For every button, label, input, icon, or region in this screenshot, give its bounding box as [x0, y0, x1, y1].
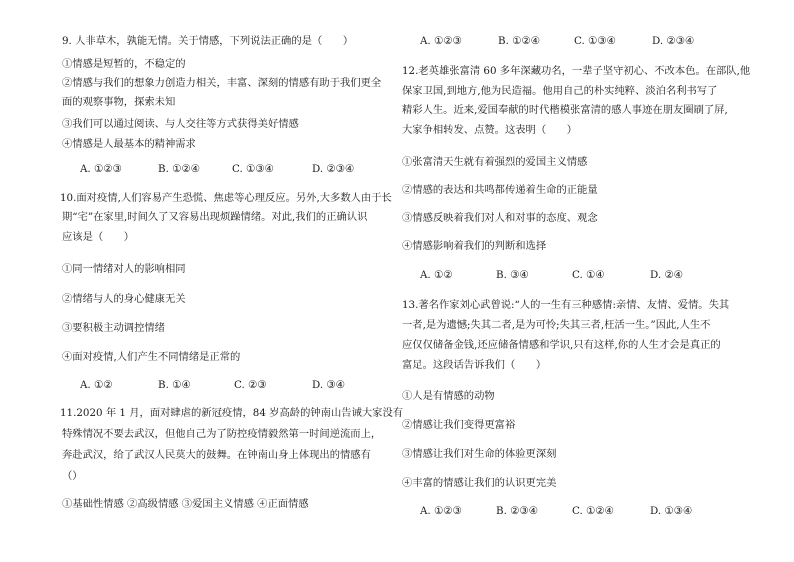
q10-stem-2: 期“宅”在家里,时间久了又容易出现烦躁情绪。对此,我们的正确认识 — [62, 211, 368, 223]
q9-option-c: C. ①③④ — [232, 163, 274, 175]
q13-item-2: ②情感让我们变得更富裕 — [402, 419, 516, 431]
q9-item-1: ①情感是短暂的，不稳定的 — [62, 58, 186, 70]
q13-item-4: ④丰富的情感让我们的认识更完美 — [402, 477, 557, 489]
q9-item-2-cont: 面的观察事物，探索未知 — [62, 96, 176, 108]
q12-stem-4: 大家争相转发、点赞。这表明（ ） — [402, 124, 578, 136]
q10-option-b: B. ①④ — [158, 379, 191, 391]
q13-option-b: B. ②③④ — [496, 505, 538, 517]
q10-item-1: ①同一情绪对人的影响相同 — [62, 263, 186, 275]
q10-option-d: D. ③④ — [312, 379, 345, 391]
q9-option-a: A. ①②③ — [80, 163, 122, 175]
q11-stem-3: 奔赴武汉，给了武汉人民莫大的鼓舞。在钟南山身上体现出的情感有 — [62, 449, 371, 461]
q10-item-4: ④面对疫情,人们产生不同情绪是正常的 — [62, 351, 241, 363]
q11-option-a: A. ①②③ — [420, 35, 462, 47]
q12-option-a: A. ①② — [420, 269, 453, 281]
q12-stem-3: 精彩人生。近来,爱国奉献的时代楷模张富清的感人事迹在朋友圈刷了屏, — [402, 104, 728, 116]
q12-option-c: C. ①④ — [572, 269, 605, 281]
q10-item-2: ②情绪与人的身心健康无关 — [62, 293, 186, 305]
q9-stem: 9. 人非草木，孰能无情。关于情感，下列说法正确的是（ ） — [62, 35, 354, 47]
q12-item-2: ②情感的表达和共鸣都传递着生命的正能量 — [402, 184, 598, 196]
q10-option-a: A. ①② — [80, 379, 113, 391]
q13-option-a: A. ①②③ — [420, 505, 462, 517]
q11-option-d: D. ②③④ — [652, 35, 695, 47]
q9-option-b: B. ①②④ — [158, 163, 200, 175]
q10-stem-1: 10.面对疫情,人们容易产生恐慌、焦虑等心理反应。另外,大多数人由于长 — [60, 192, 392, 204]
q12-option-b: B. ③④ — [496, 269, 529, 281]
q11-stem-2: 特殊情况不要去武汉，但他自己为了防控疫情毅然第一时间逆流而上， — [62, 428, 382, 440]
q11-option-b: B. ①②④ — [498, 35, 540, 47]
q13-stem-1: 13.著名作家刘心武曾说:“人的一生有三种感情:亲情、友情、爱情。失其 — [402, 299, 730, 311]
q9-item-3: ③我们可以通过阅读、与人交往等方式获得美好情感 — [62, 118, 299, 130]
q13-option-c: C. ①②④ — [572, 505, 614, 517]
q11-items: ①基础性情感 ②高级情感 ③爱国主义情感 ④正面情感 — [62, 498, 309, 510]
q12-item-4: ④情感影响着我们的判断和选择 — [402, 240, 547, 252]
q13-stem-4: 富足。这段话告诉我们（ ） — [402, 359, 547, 371]
q13-item-1: ①人是有情感的动物 — [402, 390, 495, 402]
q13-stem-2: 一者,是为遗憾;失其二者,是为可怜;失其三者,枉活一生。”因此,人生不 — [402, 319, 711, 331]
q13-stem-3: 应仅仅储备金钱,还应储备情感和学识,只有这样,你的人生才会是真正的 — [402, 339, 721, 351]
q13-item-3: ③情感让我们对生命的体验更深刻 — [402, 448, 557, 460]
q13-option-d: D. ①③④ — [650, 505, 693, 517]
q12-item-3: ③情感反映着我们对人和对事的态度、观念 — [402, 212, 598, 224]
q12-stem-1: 12.老英雄张富清 60 多年深藏功名，一辈子坚守初心、不改本色。在部队,他 — [402, 65, 751, 77]
q9-item-2: ②情感与我们的想象力创造力相关，丰富、深刻的情感有助于我们更全 — [62, 77, 382, 89]
q11-option-c: C. ①③④ — [574, 35, 616, 47]
q12-item-1: ①张富清天生就有着强烈的爱国主义情感 — [402, 156, 588, 168]
q11-stem-4: （） — [62, 470, 83, 482]
q12-stem-2: 保家卫国,到地方,他为民造福。他用自己的朴实纯粹、淡泊名利书写了 — [402, 85, 718, 97]
q9-item-4: ④情感是人最基本的精神需求 — [62, 138, 196, 150]
q10-option-c: C. ②③ — [234, 379, 267, 391]
q9-option-d: D. ②③④ — [312, 163, 355, 175]
q10-item-3: ③要积极主动调控情绪 — [62, 322, 165, 334]
q11-stem-1: 11.2020 年 1 月，面对肆虐的新冠疫情，84 岁高龄的钟南山告诫大家没有 — [60, 407, 404, 419]
q12-option-d: D. ②④ — [650, 269, 683, 281]
q10-stem-3: 应该是（ ） — [62, 231, 135, 243]
